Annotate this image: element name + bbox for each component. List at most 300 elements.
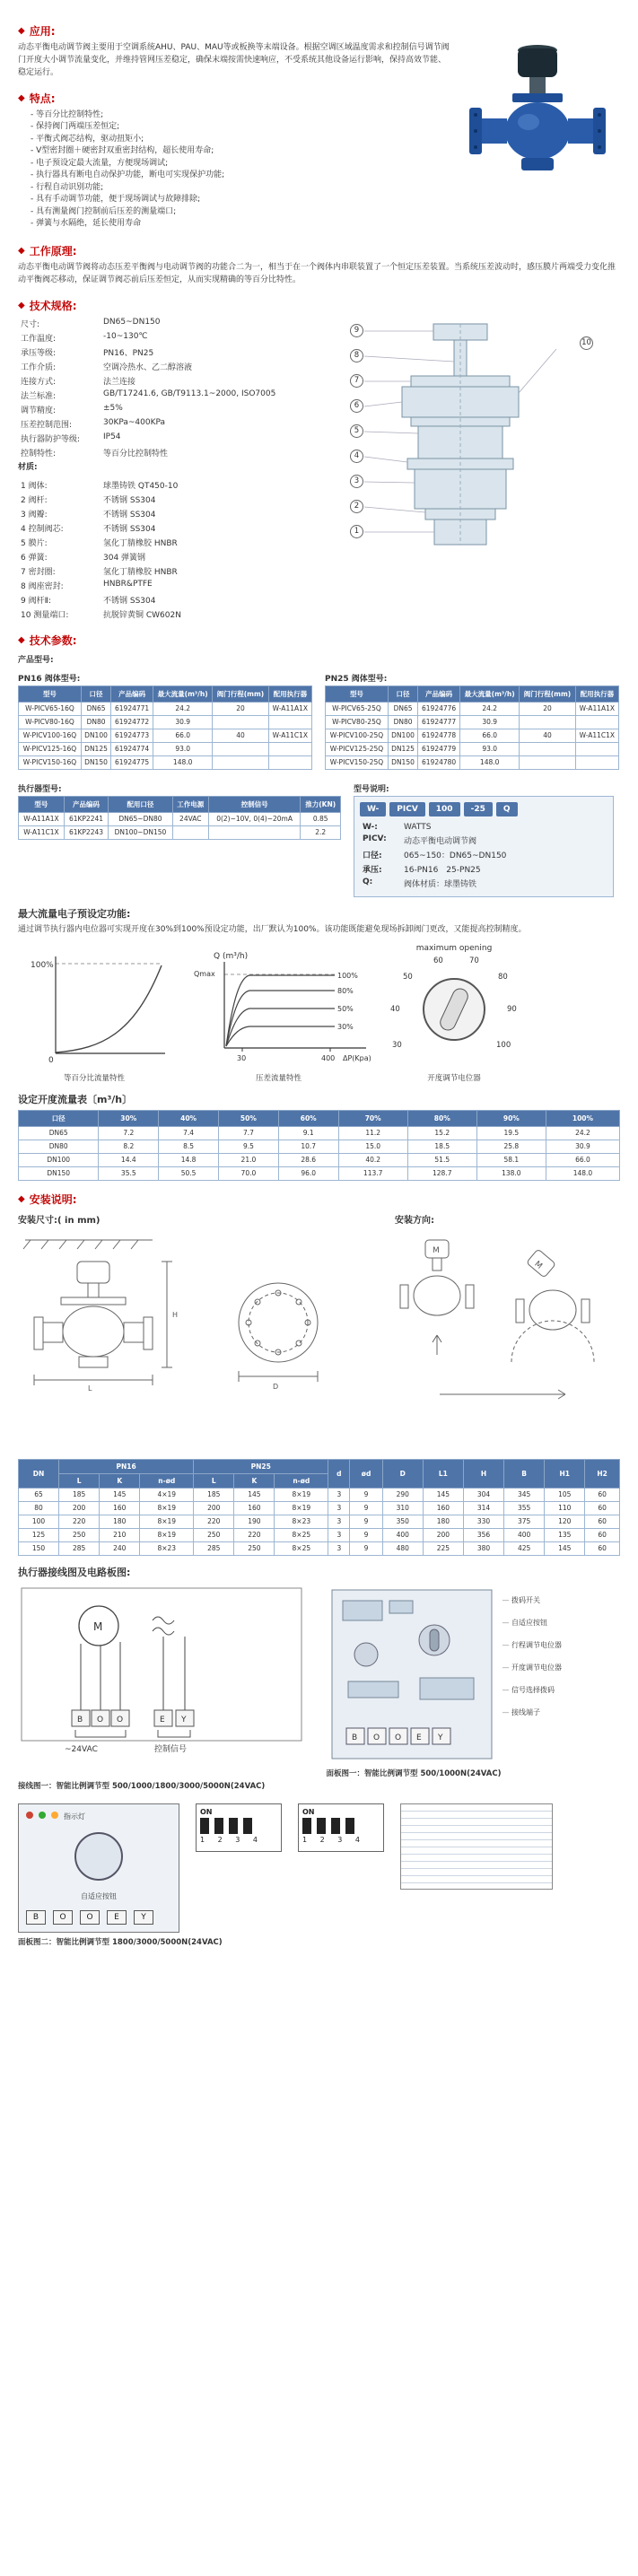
table-row [19,1528,620,1541]
table-cell: 113.7 [338,1166,407,1180]
table-cell: 60 [585,1528,620,1541]
table-header-cell: 配用口径 [109,796,173,812]
table-cell: 160 [423,1501,463,1515]
dimension-table [18,1459,620,1556]
diamond-bullet-icon: ◆ [18,1193,25,1204]
table-cell: 290 [382,1488,423,1501]
list-item: - 行程自动识别功能; [31,182,450,195]
table-cell: HNBR&PTFE [103,580,153,589]
table-cell: 28.6 [278,1153,338,1166]
table-cell: 375 [504,1515,545,1528]
table-cell: W-: [363,823,378,833]
dip-toggle[interactable] [243,1818,252,1834]
table-cell: 8×23 [275,1515,328,1528]
flow-table [18,1110,620,1181]
section-title-text: 技术规格: [29,299,77,312]
adaptive-dial[interactable] [74,1832,123,1881]
table-cell: 240 [100,1541,140,1555]
table-header-cell: 配用执行器 [268,685,311,702]
svg-text:30%: 30% [337,1022,354,1031]
table-cell: 5 膜片: [21,539,48,549]
dip-numbers: 1 2 3 4 [200,1835,263,1844]
table-cell: 60 [585,1541,620,1555]
svg-text:E: E [160,1715,165,1725]
list-item: Q [496,802,518,816]
table-cell: 20 [520,702,575,715]
pn25-table [325,685,619,770]
materials-table [18,478,184,622]
table-cell: 61924778 [418,729,460,742]
installation-title [18,1192,620,1207]
table-header-cell: PN25 [194,1459,328,1473]
table-row [19,1541,620,1555]
table-cell: PN16、PN25 [103,349,154,359]
table-cell: 动态平衡电动调节阀 [404,837,477,847]
table-cell: 304 [463,1488,503,1501]
table-cell: W-A11C1X [19,825,65,839]
table-header-cell: 50% [219,1110,279,1126]
opening-dial [387,953,521,1070]
svg-text:Y: Y [437,1733,442,1742]
table-header-cell: 30% [99,1110,159,1126]
table-header-cell: 最大流量(m³/h) [153,685,213,702]
table-cell [268,755,311,769]
section-title-text: 安装说明: [29,1192,77,1206]
table-cell: 0.85 [301,812,341,825]
table-cell: W-PICV80-25Q [326,715,389,729]
top-section [18,13,620,232]
figure-caption: 压差流量特性 [255,1073,302,1083]
board-label: — 开度调节电位器 [503,1663,563,1672]
table-cell: 9.5 [219,1140,279,1153]
dip-toggles [200,1818,277,1834]
table-cell: 425 [504,1541,545,1555]
table-row [18,564,184,579]
principle-body: 动态平衡电动调节阀将动态压差平衡阀与电动调节阀的功能合二为一，相当于在一个阀体内串联装置了一个恒定压差装置。当系统压差波动时，感压膜片两端受力变化推动平衡阀芯移动，保证调节阀芯前后压差恒定，从而实现精确的等百分比特性。 [18,262,616,284]
table-cell: 61KP2243 [64,825,108,839]
wiring-figures [18,1585,620,1791]
dip-toggle[interactable] [331,1818,340,1834]
table-row [18,345,278,360]
table-cell: 200 [423,1528,463,1541]
dp-flow-plot [187,947,371,1066]
circuit-board-drawing [327,1585,497,1764]
list-item: - V型密封圈＋硬密封双重密封结构，超长使用寿命; [31,145,450,158]
callout-number: 7 [350,374,363,388]
model-code-title: 型号说明: [354,784,389,794]
svg-text:E: E [415,1733,422,1742]
table-cell: W-A11A1X [575,702,618,715]
product-models-label: 产品型号: [18,655,54,665]
table-cell: W-PICV65-25Q [326,702,389,715]
table-cell: 3 阀瓣: [21,511,48,520]
terminal: E [107,1910,127,1925]
table-cell: ±5% [103,404,123,414]
dial-tick: 50 [403,972,413,982]
table-cell: 不锈钢 SS304 [103,597,156,607]
table-cell: 30.9 [460,715,520,729]
table-header-cell: 工作电源 [172,796,208,812]
table-cell: 3 [328,1515,350,1528]
table-cell: 480 [382,1541,423,1555]
pn16-table [18,685,312,770]
table-cell: 法兰标准: [21,392,57,402]
table-cell: 10 测量端口: [21,611,69,621]
table-cell: 14.4 [99,1153,159,1166]
svg-text:O: O [117,1715,124,1725]
table-header-cell: H1 [545,1459,585,1488]
table-cell: 96.0 [278,1166,338,1180]
table-row [18,536,184,550]
table-cell: 16-PN16 25-PN25 [404,866,481,876]
table-cell: 9 [350,1541,382,1555]
terminal: B [26,1910,46,1925]
table-cell: 21.0 [219,1153,279,1166]
table-header-cell: 口径 [388,685,417,702]
list-item: W- [360,802,386,816]
table-row [360,848,509,862]
table-cell: 30.9 [153,715,213,729]
list-item: 100 [429,802,460,816]
table-row [18,493,184,507]
table-cell: 9 [350,1515,382,1528]
table-cell: 350 [382,1515,423,1528]
board-caption: 面板图一：智能比例调节型 500/1000N(24VAC) [326,1768,502,1778]
table-row [360,822,509,834]
table-row [18,593,184,607]
svg-text:400: 400 [321,1053,336,1062]
table-cell: W-PICV100-16Q [19,729,82,742]
svg-text:Q (m³/h): Q (m³/h) [214,951,249,961]
table-header-cell: 产品编码 [418,685,460,702]
table-header-cell: B [504,1459,545,1488]
table-cell: 氢化丁腈橡胶 HNBR [103,568,178,578]
table-cell: 18.5 [407,1140,476,1153]
table-row [19,742,312,755]
table-header-cell: 阀门行程(mm) [520,685,575,702]
table-cell: 61924777 [418,715,460,729]
table-header-cell: 最大流量(m³/h) [460,685,520,702]
list-item: - 具有手动调节功能，便于现场调试与故障排除; [31,194,450,206]
table-cell: 60 [585,1501,620,1515]
table-cell: 160 [234,1501,275,1515]
table-cell: 61924776 [418,702,460,715]
table-cell [172,825,208,839]
board-label-list [503,1585,563,1764]
panel2-board [18,1803,179,1933]
table-cell: 185 [194,1488,234,1501]
table-cell: 60 [585,1488,620,1501]
terminal: O [53,1910,73,1925]
svg-text:100%: 100% [337,971,358,980]
table-cell: 10.7 [278,1140,338,1153]
table-cell: DN80 [388,715,417,729]
table-cell: 3 [328,1501,350,1515]
dimensions-label: 安装尺寸:( in mm) [18,1215,101,1226]
table-cell: 不锈钢 SS304 [103,511,156,520]
table-cell: 120 [545,1515,585,1528]
dip-toggle[interactable] [200,1818,209,1834]
table-header-cell: H2 [585,1459,620,1488]
table-header-cell: 口径 [19,1110,99,1126]
table-cell: 4×19 [140,1488,194,1501]
table-cell: 105 [545,1488,585,1501]
svg-text:控制信号: 控制信号 [154,1744,188,1754]
svg-text:L: L [88,1384,92,1393]
table-row [18,317,278,331]
dip-toggles [302,1818,380,1834]
board-label: — 拨码开关 [503,1595,563,1605]
table-cell: 285 [59,1541,100,1555]
table-cell: 200 [59,1501,100,1515]
table-row [19,702,312,715]
table-header-cell: 型号 [326,685,389,702]
table-header-cell: H [463,1459,503,1488]
principle-title [18,243,620,258]
table-row [18,607,184,622]
svg-text:~24VAC: ~24VAC [65,1744,98,1754]
table-cell: DN100 [81,729,110,742]
table-cell: 承压: [363,866,382,876]
list-item: - 电子预设定最大流量，方便现场调试; [31,158,450,170]
circuit-board-figure [327,1585,621,1764]
table-header-cell: 60% [278,1110,338,1126]
application-body: 动态平衡电动调节阀主要用于空调系统AHU、PAU、MAU等或板换等末端设备。根据空调区域温度需求和控制信号调节阀门开度大小调节流量变化，并维持管网压差稳定，确保末端按需快速响应，不受系统其他设备运行影响，保持高效节能、稳定运行。 [18,43,450,77]
svg-text:80%: 80% [337,986,354,995]
svg-text:30: 30 [237,1053,247,1062]
table-cell: 61924771 [111,702,153,715]
table-row [19,1140,620,1153]
table-cell: 145 [100,1488,140,1501]
table-cell: 11.2 [338,1126,407,1140]
table-cell: 8×19 [275,1488,328,1501]
table-cell: 61KP2241 [64,812,108,825]
svg-text:B: B [351,1733,357,1742]
table-cell: 148.0 [153,755,213,769]
table-cell: W-PICV150-16Q [19,755,82,769]
table-cell: 7.2 [99,1126,159,1140]
table-header-cell: 产品编码 [111,685,153,702]
list-item: - 具有测量阀门控制前后压差的测量端口; [31,206,450,219]
specs-table [18,317,278,460]
table-cell [575,742,618,755]
svg-text:0: 0 [48,1055,54,1065]
table-cell: 356 [463,1528,503,1541]
table-cell: 8×19 [140,1501,194,1515]
table-cell: W-A11A1X [268,702,311,715]
svg-text:O: O [372,1733,380,1742]
table-cell [213,742,268,755]
table-cell: 80 [19,1501,59,1515]
table-cell: 口径: [363,851,382,861]
table-cell [575,755,618,769]
table-row [19,715,312,729]
table-cell: 93.0 [153,742,213,755]
section-title-text: 特点: [29,92,56,105]
list-item: - 等百分比控制特性; [31,109,450,122]
opening-dial-figure [387,944,521,1083]
figure-caption: 等百分比流量特性 [63,1073,125,1083]
table-cell: 93.0 [460,742,520,755]
table-cell: 8×19 [275,1501,328,1515]
dip-on-label: ON [200,1807,213,1816]
dial-title: maximum opening [415,943,493,953]
table-cell: 145 [423,1488,463,1501]
product-photo [459,39,616,188]
table-cell: 70.0 [219,1166,279,1180]
table-header-cell: 口径 [81,685,110,702]
table-cell: 110 [545,1501,585,1515]
table-cell: DN65~DN150 [103,318,161,327]
table-header-cell: PN16 [59,1459,194,1473]
table-row [360,877,509,891]
table-cell: 6 弹簧: [21,554,48,563]
dial-tick: 60 [433,956,443,965]
table-row [326,755,619,769]
table-row [19,1515,620,1528]
section-title-text: 技术参数: [29,633,77,647]
table-cell: 执行器防护等级: [21,435,81,445]
table-cell: 8×19 [140,1528,194,1541]
table-cell: 180 [100,1515,140,1528]
table-cell: 8×19 [140,1515,194,1528]
svg-text:Qmax: Qmax [194,969,215,978]
table-row [326,702,619,715]
table-cell: 135 [545,1528,585,1541]
table-cell: 65 [19,1488,59,1501]
table-cell: 3 [328,1488,350,1501]
led-icon [39,1812,46,1819]
dip-toggle[interactable] [345,1818,354,1834]
svg-text:Y: Y [181,1715,187,1725]
table-cell: DN100~DN150 [109,825,173,839]
dip-toggle[interactable] [229,1818,238,1834]
table-cell: 8×23 [140,1541,194,1555]
table-header-cell: d [328,1459,350,1488]
table-cell: Q: [363,878,373,887]
table-row [18,417,278,432]
table-cell: 58.1 [476,1153,546,1166]
table-cell: 工作温度: [21,335,57,345]
table-cell: 60 [585,1515,620,1528]
table-cell: 148.0 [460,755,520,769]
table-header-cell: 70% [338,1110,407,1126]
table-cell: W-PICV80-16Q [19,715,82,729]
table-cell: GB/T17241.6, GB/T9113.1~2000, ISO7005 [103,389,276,399]
table-cell: 30.9 [546,1140,619,1153]
panel2-figure [18,1803,620,1933]
board-label: — 信号选择拨码 [503,1685,563,1695]
table-cell: 51.5 [407,1153,476,1166]
dip-switch-block [298,1803,384,1852]
table-row [18,579,184,593]
table-header-cell: ød [350,1459,382,1488]
table-cell: 220 [194,1515,234,1528]
table-cell: 40 [520,729,575,742]
table-cell: 氢化丁腈橡胶 HNBR [103,539,178,549]
table-cell: 8×25 [275,1541,328,1555]
table-cell: 310 [382,1501,423,1515]
table-cell: 尺寸: [21,320,40,330]
table-header-cell: 阀门行程(mm) [213,685,268,702]
led-label: 指示灯 [64,1812,85,1821]
table-cell: 2.2 [301,825,341,839]
table-row [360,862,509,877]
application-title [18,23,450,39]
table-cell: 法兰连接 [103,378,136,388]
table-row [18,521,184,536]
table-row [19,1488,620,1501]
table-cell: 61924775 [111,755,153,769]
dip-toggle[interactable] [317,1818,326,1834]
table-cell: 19.5 [476,1126,546,1140]
adaptive-button-label: 自适应按钮 [81,1891,117,1900]
table-subheader-cell: K [100,1473,140,1488]
svg-text:O: O [97,1715,104,1725]
table-subheader-cell: n-ød [140,1473,194,1488]
dip-toggle[interactable] [214,1818,223,1834]
table-cell: W-PICV100-25Q [326,729,389,742]
table-cell: 380 [463,1541,503,1555]
svg-text:50%: 50% [337,1004,354,1013]
table-cell: 61924773 [111,729,153,742]
specs-title [18,298,620,313]
table-header-cell: 控制信号 [208,796,301,812]
dial-tick: 80 [498,972,508,982]
table-cell: 不锈钢 SS304 [103,525,156,535]
table-row [18,507,184,521]
table-header-cell: 配用执行器 [575,685,618,702]
table-cell: 8×25 [275,1528,328,1541]
preset-body: 通过调节执行器内电位器可实现开度在30%到100%预设定功能，出厂默认为100%。该功能既能避免现场拆卸阀门更改，又能提高控制精度。 [18,924,527,934]
materials-label: 材质: [18,462,38,472]
table-cell: IP54 [103,432,121,442]
table-header-cell: 40% [159,1110,219,1126]
table-cell: 180 [423,1515,463,1528]
specs-section [18,317,620,622]
list-item: - 弹簧与水隔绝，延长使用寿命 [31,218,450,231]
table-header-cell: L1 [423,1459,463,1488]
table-subheader-cell: K [234,1473,275,1488]
direction-label: 安装方向: [395,1215,434,1226]
table-cell: DN125 [388,742,417,755]
table-cell: 61924772 [111,715,153,729]
table-cell: 220 [59,1515,100,1528]
table-cell: 9 阀杆Ⅱ: [21,597,52,607]
table-cell: 61924780 [418,755,460,769]
table-row [19,1501,620,1515]
dip-toggle[interactable] [302,1818,311,1834]
table-cell: DN65 [19,1126,99,1140]
flow-table-title: 设定开度流量表〔m³/h〕 [18,1093,133,1105]
dip-switch-block [196,1803,282,1852]
table-cell: 145 [545,1541,585,1555]
table-cell: 66.0 [546,1153,619,1166]
table-header-cell: 型号 [19,796,65,812]
table-row [19,812,341,825]
preset-figures [18,944,620,1083]
svg-text:M: M [93,1620,103,1633]
table-cell: 138.0 [476,1166,546,1180]
table-cell: 065~150：DN65~DN150 [404,851,507,861]
table-cell: DN150 [19,1166,99,1180]
model-code-parts [360,802,607,816]
list-item: - 执行器具有断电自动保护功能，断电可实现保护功能; [31,170,450,182]
equal-percentage-plot [18,947,170,1066]
table-cell: DN65 [81,702,110,715]
led-row [26,1812,171,1821]
table-cell: 4 控制阀芯: [21,525,64,535]
